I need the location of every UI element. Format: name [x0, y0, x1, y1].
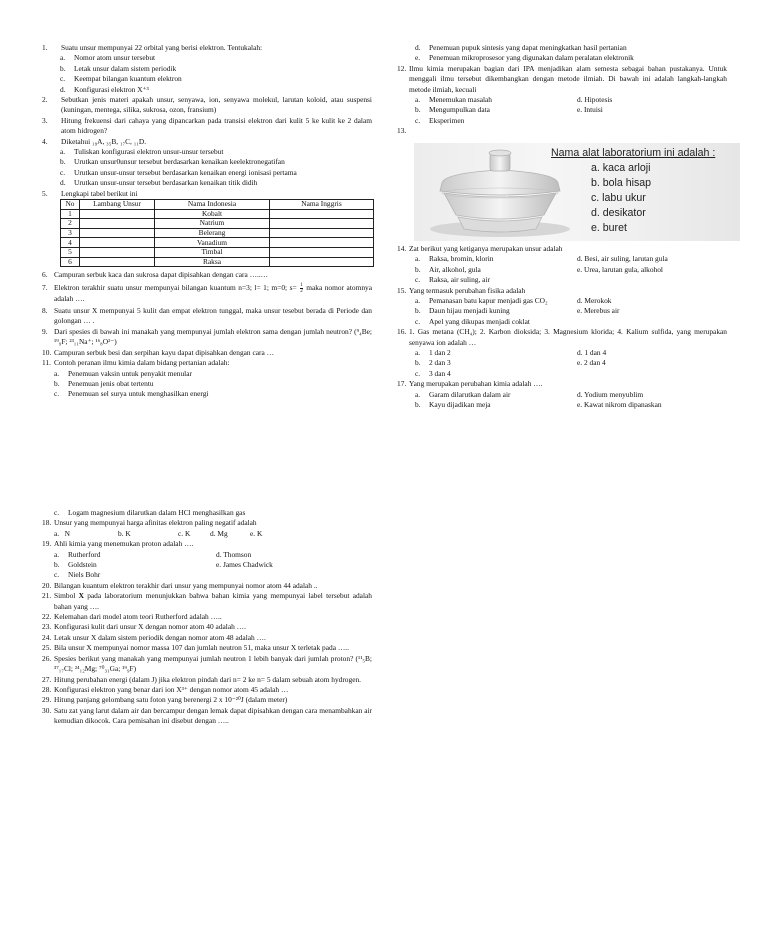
question-18: 18. Unsur yang mempunyai harga afinitas elektron paling negatif adalah: [42, 518, 257, 528]
option-row: b. Daun hijau menjadi kuning e. Merebus air: [415, 306, 620, 316]
option: d. Urutkan unsur-unsur tersebut berdasarkan kenaikan titik didih: [60, 178, 258, 188]
table-row: 1 Kobalt: [61, 209, 374, 219]
question-10: 10. Campuran serbuk besi dan serpihan kayu dapat dipisahkan dengan cara …: [42, 347, 275, 357]
q13-caption: Nama alat laboratorium ini adalah :: [551, 147, 716, 159]
question-29: 29. Hitung panjang gelombang satu foton yang berenergi 2 x 10⁻²⁰J (dalam meter): [42, 695, 288, 705]
option: c. Logam magnesium dilarutkan dalam HCl menghasilkan gas: [54, 508, 246, 517]
question-8: 8. Suatu unsur X mempunyai 5 kulit dan empat elektron tunggal, maka unsur tesebut berada di Periode dan golongan … .: [42, 306, 372, 326]
question-11: 11. Contoh peranan ilmu kimia dalam bidang pertanian adalah:: [42, 358, 230, 368]
table-row: 3 Belerang: [61, 228, 374, 238]
question-6: 6. Campuran serbuk kaca dan sukrosa dapat dipisahkan dengan cara …..…: [42, 270, 269, 280]
option-row: c. Raksa, air suling, air: [415, 275, 490, 285]
question-2: 2. Sebutkan jenis materi apakah unsur, senyawa, ion, senyawa molekul, larutan koloid, atau suspensi (kuningan, mentega, silika, sukrosa, ozon, fransium): [42, 95, 372, 115]
option: e. Penemuan mikroprosesor yang digunakan dalam peralatan elektronik: [415, 53, 634, 63]
choice-d: d. desikator: [591, 207, 646, 219]
option: a. Tuliskan konfigurasi elektron unsur-unsur tersebut: [60, 147, 224, 157]
choice-a: a. kaca arloji: [591, 162, 651, 174]
question-3: 3. Hitung frekuensi dari cahaya yang dipancarkan pada transisi elektron dari kulit 5 ke kulit ke 2 dalam atom hidrogen?: [42, 115, 372, 136]
option-row: c. Apel yang dikupas menjadi coklat: [415, 316, 530, 326]
choice-e: e. buret: [591, 222, 627, 234]
option-row: c. Eksperimen: [415, 115, 465, 125]
element-table: [60, 199, 374, 267]
table-row: 4 Vanadium: [61, 238, 374, 248]
option-row: a. Pemanasan batu kapur menjadi gas CO₂ d. Merokok: [415, 296, 612, 306]
fraction: $\frac{1}{2}$: [300, 282, 303, 294]
question-16: 16. 1. Gas metana (CH₄); 2. Karbon dioksida; 3. Magnesium klorida; 4. Kalium sulfida, yang merupakan senyawa ion adalah …: [397, 327, 727, 347]
question-4: 4. Diketahui ₁₉A, ₃₅B, ₁₇C, ₁₁D.: [42, 136, 147, 146]
right-column-lower: [397, 244, 727, 411]
question-22: 22. Kelemahan dari model atom teori Rutherford adalah …..: [42, 612, 222, 622]
option-row: c. Niels Bohr: [54, 570, 101, 580]
option-row: a. Garam dilarutkan dalam air d. Yodium menyublim: [415, 389, 644, 399]
option: c. Urutkan unsur-unsur tersebut berdasarkan kenaikan energi ionisasi pertama: [60, 167, 297, 177]
question-13: 13.: [397, 126, 407, 136]
option-row: b. 2 dan 3 e. 2 dan 4: [415, 358, 606, 368]
option-row: a. Raksa, bromin, klorin d. Besi, air suling, larutan gula: [415, 254, 668, 264]
question-23: 23. Konfigurasi kulit dari unsur X dengan nomor atom 40 adalah ….: [42, 622, 246, 632]
bottom-column: [42, 508, 372, 727]
option: c. Penemuan sel surya untuk menghasilkan energi: [54, 389, 209, 399]
option: d. Konfigurasi elektron X⁺³: [60, 84, 149, 94]
option-row: b. Mengumpulkan data e. Intuisi: [415, 105, 603, 115]
option: b. Penemuan jenis obat tertentu: [54, 378, 154, 388]
question-21: 21. Simbol X pada laboratorium menunjukkan bahwa bahan kimia yang mempunyai label tersebut adalah bahan yang ….: [42, 591, 372, 611]
table-row: 2 Natrium: [61, 219, 374, 229]
option-row: b. Goldstein e. James Chadwick: [54, 560, 273, 570]
option-row: c. 3 dan 4: [415, 368, 451, 378]
option: b. Letak unsur dalam sistem periodik: [60, 63, 177, 73]
table-row: 5 Timbal: [61, 248, 374, 258]
question-27: 27. Hitung perubahan energi (dalam J) jika elektron pindah dari n= 2 ke n= 5 dalam sebuah atom hydrogen.: [42, 674, 362, 684]
option: a. Penemuan vaksin untuk penyakit menular: [54, 368, 192, 378]
question-25: 25. Bila unsur X mempunyai nomor massa 107 dan jumlah neutron 51, maka unsur X terletak pada …..: [42, 643, 349, 653]
option-row: a. 1 dan 2 d. 1 dan 4: [415, 348, 607, 358]
option-row: a. N b. K c. K d. Mg e. K: [54, 528, 263, 538]
question-19: 19. Ahli kimia yang menemukan proton adalah ….: [42, 539, 194, 549]
question-7: 7. Elektron terakhir suatu unsur mempunyai bilangan kuantum n=3; l= 1; m=0; s= $\frac{1}{2}$ maka nomor atomnya adalah ….: [42, 282, 373, 303]
question-5: 5. Lengkapi tabel berikut ini: [42, 188, 138, 198]
question-24: 24. Letak unsur X dalam sistem periodik dengan nomor atom 48 adalah ….: [42, 632, 266, 642]
option-row: b. Kayu dijadikan meja e. Kawat nikrom dipanaskan: [415, 400, 662, 410]
option: c. Keempat bilangan kuantum elektron: [60, 74, 182, 84]
option: b. Urutkan unsur0unsur tersebut berdasarkan kenaikan keelektronegatifan: [60, 157, 285, 167]
question-30: 30. Satu zat yang larut dalam air dan bercampur dengan lemak dapat dipisahkan dengan cara menambahkan air kemudian dikocok. Cara pemisahan ini disebut dengan …..: [42, 705, 372, 726]
question-1: 1. Suatu unsur mempunyai 22 orbital yang berisi elektron. Tentukalah:: [42, 43, 263, 52]
option-row: a. Rutherford d. Thomson: [54, 549, 252, 559]
question-12: 12. Ilmu kimia merupakan bagian dari IPA menjadikan alam semesta sebagai bahan pustakanya. Untuk menggali ilmu tersebut dikembangkan dengan metode ilmiah. Di bawah ini adalah langkah-langkah metode ilmiah, kecuali: [397, 63, 727, 94]
choice-b: b. bola hisap: [591, 177, 652, 189]
question-20: 20. Bilangan kuantum elektron terakhir dari unsur yang mempunyai nomor atom 44 adalah ..: [42, 580, 318, 590]
question-26: 26. Spesies berikut yang manakah yang mempunyai jumlah neutron 1 lebih banyak dari jumlah proton? (¹¹₅B; ³⁷₁₇Cl; ²⁴₁₂Mg; ⁷⁰₃₁Ga; ¹⁹₉F): [42, 653, 372, 674]
choice-c: c. labu ukur: [591, 192, 646, 204]
question-9: 9. Dari spesies di bawah ini manakah yang mempunyai jumlah elektron sama dengan jumlah neutron? (⁹₄Be; ¹⁹₉F; ²³₁₁Na⁺; ¹⁶₈O²⁻): [42, 326, 372, 347]
question-28: 28. Konfigurasi elektron yang benar dari ion X³⁺ dengan nomor atom 45 adalah …: [42, 684, 289, 694]
table-row: 6 Raksa: [61, 257, 374, 267]
option-row: a. Menemukan masalah d. Hipotesis: [415, 95, 613, 105]
option: d. Penemuan pupuk sintesis yang dapat meningkatkan hasil pertanian: [415, 43, 627, 52]
option-row: b. Air, alkohol, gula e. Urea, larutan gula, alkohol: [415, 264, 663, 274]
symbol-x: X: [78, 591, 84, 601]
option: a. Nomor atom unsur tersebut: [60, 53, 156, 63]
question-17: 17. Yang merupakan perubahan kimia adalah ….: [397, 379, 543, 389]
table-header-row: No Lambang Unsur Nama Indonesia Nama Inggris: [61, 200, 374, 210]
question-14: 14. Zat berikut yang ketiganya merupakan unsur adalah: [397, 244, 563, 253]
question-15: 15. Yang termasuk perubahan fisika adalah: [397, 285, 526, 295]
q13-choices: [551, 146, 715, 236]
left-column: [42, 43, 372, 400]
right-column: [397, 43, 727, 137]
